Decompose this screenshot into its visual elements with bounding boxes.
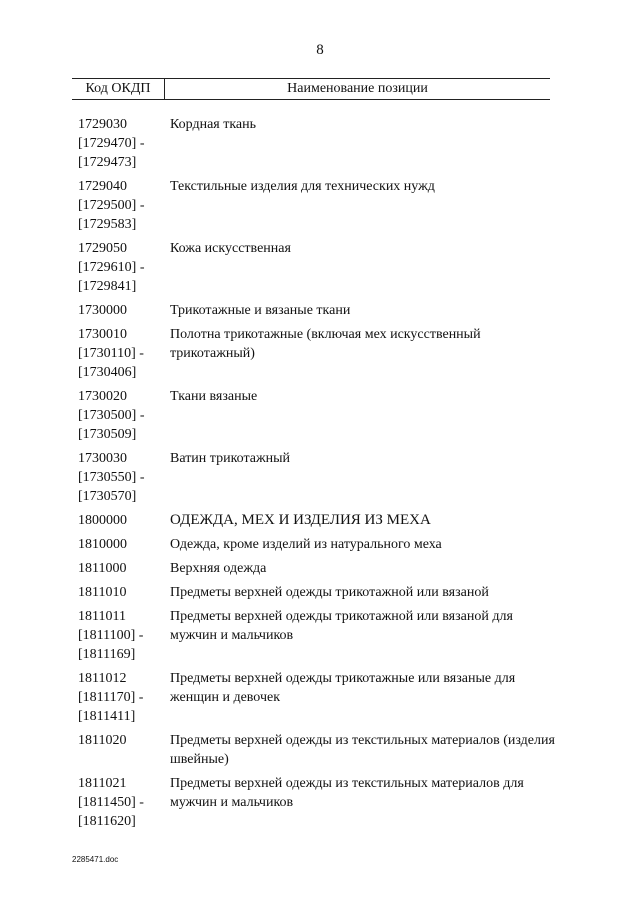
row-code-line: 1811011 — [78, 609, 126, 624]
row-code-line: [1730110] - — [78, 346, 144, 361]
table-row — [78, 325, 558, 382]
row-code-line: 1811010 — [78, 585, 127, 600]
row-code — [78, 449, 170, 506]
row-code-line: 1730030 — [78, 451, 127, 466]
row-code-line: [1730570] — [78, 489, 137, 504]
row-code-line: 1729030 — [78, 117, 127, 132]
row-code-line: [1811100] - — [78, 628, 144, 643]
table-header — [72, 78, 550, 100]
row-code — [78, 115, 170, 172]
row-code-line: 1810000 — [78, 537, 127, 552]
table-body — [78, 115, 558, 836]
row-code-line: [1729583] — [78, 217, 137, 232]
row-name: Полотна трикотажные (включая мех искусственный трикотажный) — [170, 327, 481, 361]
row-code — [78, 387, 170, 444]
row-name: Предметы верхней одежды трикотажной или вязаной для мужчин и мальчиков — [170, 609, 513, 643]
row-name: Предметы верхней одежды из текстильных материалов для мужчин и мальчиков — [170, 776, 524, 810]
row-name: Одежда, кроме изделий из натурального меха — [170, 537, 442, 552]
row-code-line: 1730020 — [78, 389, 127, 404]
table-row — [78, 511, 558, 530]
row-code-line: 1729040 — [78, 179, 127, 194]
row-code-line: [1811450] - — [78, 795, 144, 810]
row-code-line: [1730406] — [78, 365, 137, 380]
row-code-line: 1811020 — [78, 733, 127, 748]
table-row — [78, 535, 558, 554]
column-header-code: Код ОКДП — [72, 79, 165, 99]
row-code-line: 1811000 — [78, 561, 127, 576]
table-row — [78, 177, 558, 234]
table-row — [78, 774, 558, 831]
footer-filename: 2285471.doc — [72, 855, 119, 864]
table-row — [78, 387, 558, 444]
row-name: Ткани вязаные — [170, 389, 258, 404]
row-code-line: [1811411] — [78, 709, 136, 724]
row-code-line: [1729841] — [78, 279, 137, 294]
row-code-line: [1729473] — [78, 155, 137, 170]
row-code-line: 1811021 — [78, 776, 127, 791]
row-code — [78, 669, 170, 726]
row-code-line: 1811012 — [78, 671, 127, 686]
row-name: Предметы верхней одежды трикотажные или вязаные для женщин и девочек — [170, 671, 516, 705]
page-number: 8 — [316, 42, 324, 58]
row-code — [78, 607, 170, 664]
table-row — [78, 449, 558, 506]
row-code-line: [1811620] — [78, 814, 136, 829]
row-code — [78, 325, 170, 382]
column-header-name: Наименование позиции — [287, 81, 428, 96]
row-name: Верхняя одежда — [170, 561, 267, 576]
row-code-line: [1729500] - — [78, 198, 145, 213]
row-name: Трикотажные и вязаные ткани — [170, 303, 351, 318]
table-row — [78, 669, 558, 726]
row-code-line: [1811169] — [78, 647, 136, 662]
row-code-line: 1729050 — [78, 241, 127, 256]
row-code — [78, 535, 170, 554]
row-code-line: [1729470] - — [78, 136, 145, 151]
row-code — [78, 583, 170, 602]
row-code-line: [1730500] - — [78, 408, 145, 423]
row-name: Кожа искусственная — [170, 241, 291, 256]
table-row — [78, 239, 558, 296]
table-row — [78, 301, 558, 320]
table-row — [78, 559, 558, 578]
table-row — [78, 731, 558, 769]
row-code — [78, 301, 170, 320]
row-code — [78, 239, 170, 296]
row-code — [78, 511, 170, 530]
row-code — [78, 559, 170, 578]
row-name: Предметы верхней одежды трикотажной или вязаной — [170, 585, 489, 600]
row-code-line: [1729610] - — [78, 260, 145, 275]
row-name: ОДЕЖДА, МЕХ И ИЗДЕЛИЯ ИЗ МЕХА — [170, 512, 431, 528]
row-code — [78, 774, 170, 831]
table-row — [78, 607, 558, 664]
row-code-line: 1730010 — [78, 327, 127, 342]
row-code-line: [1730550] - — [78, 470, 145, 485]
row-name: Кордная ткань — [170, 117, 257, 132]
row-code-line: 1730000 — [78, 303, 127, 318]
row-code-line: [1730509] — [78, 427, 137, 442]
table-row — [78, 115, 558, 172]
row-code — [78, 731, 170, 769]
row-code-line: [1811170] - — [78, 690, 144, 705]
row-code — [78, 177, 170, 234]
row-name: Ватин трикотажный — [170, 451, 291, 466]
row-name: Предметы верхней одежды из текстильных материалов (изделия швейные) — [170, 733, 555, 767]
table-row — [78, 583, 558, 602]
row-code-line: 1800000 — [78, 513, 127, 528]
row-name: Текстильные изделия для технических нужд — [170, 179, 435, 194]
